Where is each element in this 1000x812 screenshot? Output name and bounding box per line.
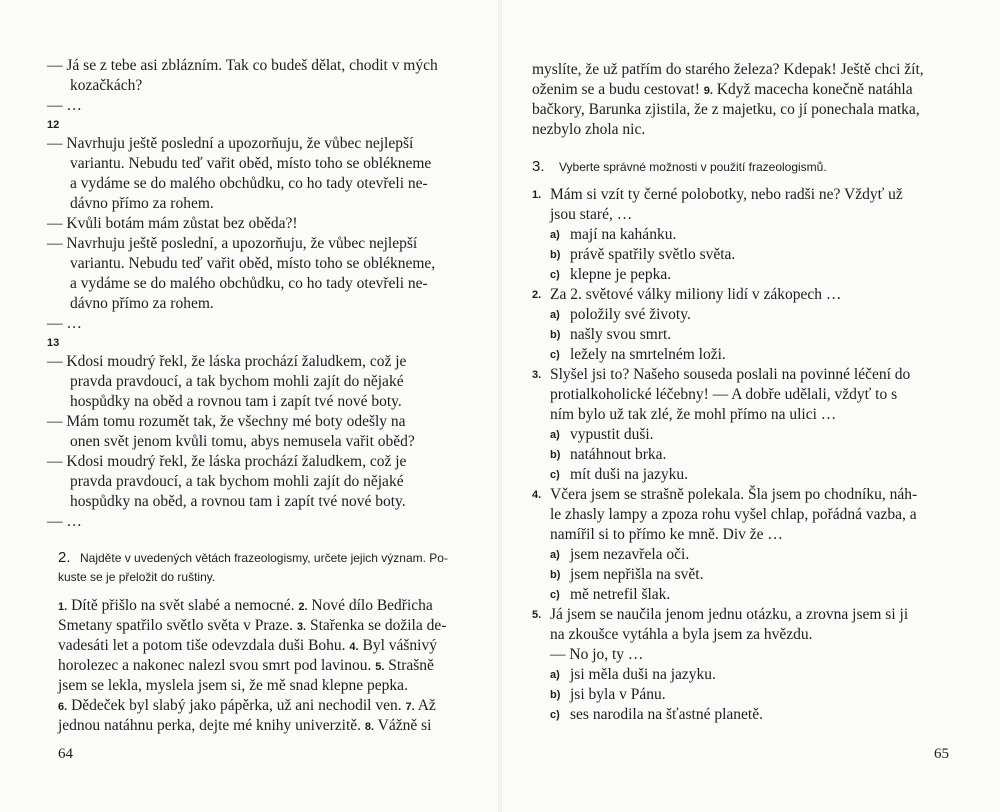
option-label: b) — [550, 689, 561, 701]
text-segment: Až — [414, 697, 436, 714]
dialog-line: — Mám tomu rozumět tak, že všechny mé boty odešly na — [47, 413, 406, 430]
text-segment: Dědeček byl slabý jako pápěrka, už ani nechodil ven. — [67, 697, 406, 714]
dialog-number-12: 12 — [47, 119, 60, 131]
dialog-number-13: 13 — [47, 337, 60, 349]
dialog-line: onen svět jenom kvůli tomu, abys nemusela vařit oběd? — [70, 433, 415, 450]
option-label: a) — [550, 549, 560, 561]
option-text: vypustit duši. — [570, 426, 654, 443]
option-label: a) — [550, 429, 560, 441]
option-label: c) — [550, 349, 560, 361]
option-text: ses narodila na šťastné planetě. — [570, 706, 763, 723]
option-label: b) — [550, 569, 561, 581]
dialog-line: a vydáme se do malého obchůdku, co ho tady otevřeli ne- — [70, 175, 428, 192]
option-text: našly svou smrt. — [570, 326, 672, 343]
dialog-line: variantu. Nebudu teď vařit oběd, místo toho se oblékneme — [70, 155, 432, 172]
option-text: mě netrefil šlak. — [570, 586, 671, 603]
dialog-line: — … — [47, 315, 82, 332]
text-segment: vadesáti let a potom tiše odevzdala duši Bohu. — [58, 637, 350, 654]
dialog-line: variantu. Nebudu teď vařit oběd, místo toho se oblékneme, — [70, 255, 436, 272]
section-instruction: Najděte v uvedených větách frazeologismy, určete jejich význam. Po- — [80, 551, 448, 565]
dialog-line: — Navrhuju ještě poslední a upozorňuju, že vůbec nejlepší — [47, 135, 414, 152]
dialog-line: — … — [47, 513, 82, 530]
option-text: jsem nezavřela oči. — [570, 546, 690, 563]
option-label: b) — [550, 249, 561, 261]
paragraph-line: myslíte, že už patřím do starého železa? Kdepak! Ještě chci žít, — [532, 61, 924, 78]
dialog-line: — Navrhuju ještě poslední, a upozorňuju, že vůbec nejlepší — [47, 235, 418, 252]
option-label: a) — [550, 309, 560, 321]
text-segment: Vážně si — [374, 717, 432, 734]
dialog-line: pravda pravdoucí, a tak bychom mohli zajít do nějaké — [70, 373, 404, 390]
option-label: c) — [550, 589, 560, 601]
dialog-line: hospůdky na oběd, a rovnou tam i zapít tvé nové boty. — [70, 493, 406, 510]
sentence-line — [58, 656, 434, 677]
option-text: položily své životy. — [570, 306, 691, 323]
question-text: jsou staré, … — [550, 206, 633, 223]
dialog-line: hospůdky na oběd a rovnou tam i zapít tvé nové boty. — [70, 393, 402, 410]
question-number: 1. — [532, 189, 542, 201]
question-number: 4. — [532, 489, 542, 501]
text-segment: Když macecha konečně natáhla — [712, 81, 913, 98]
text-segment: jsem se lekla, myslela jsem si, že mě snad klepne pepka. — [58, 677, 408, 694]
text-segment: horolezec a nakonec nalezl svou smrt pod lavinou. — [58, 657, 376, 674]
dialog-line: — … — [47, 97, 82, 114]
text-segment: Dítě přišlo na svět slabé a nemocné. — [67, 597, 299, 614]
right-page — [500, 0, 1000, 812]
option-text: ležely na smrtelném loži. — [570, 346, 726, 363]
question-number: 3. — [532, 369, 542, 381]
option-label: a) — [550, 669, 560, 681]
question-text: ním bylo už tak zlé, že mohl přímo na ulici … — [550, 406, 837, 423]
dialog-line: — Kdosi moudrý řekl, že láska prochází žaludkem, což je — [47, 453, 407, 470]
sentence-number: 4. — [349, 641, 359, 653]
paragraph-line — [532, 80, 913, 101]
dialog-line: kozačkách? — [70, 77, 143, 94]
sentence-line — [58, 676, 408, 696]
section-number: 2. — [58, 549, 71, 566]
dialog-line: pravda pravdoucí, a tak bychom mohli zajít do nějaké — [70, 473, 404, 490]
option-label: c) — [550, 269, 560, 281]
section-instruction: kuste se je přeložit do ruštiny. — [58, 570, 216, 584]
option-text: právě spatřily světlo světa. — [570, 246, 736, 263]
dialog-line: dávno přímo za rohem. — [70, 195, 214, 212]
dialog-line: a vydáme se do malého obchůdku, co ho tady otevřeli ne- — [70, 275, 428, 292]
sentence-line — [58, 696, 436, 717]
question-text: Já jsem se naučila jenom jednu otázku, a zrovna jsem si ji — [550, 606, 909, 623]
text-segment: Byl vášnivý — [358, 637, 437, 654]
question-text: le zhasly lampy a zpoza rohu vyšel chlap, pořádná vazba, a — [550, 506, 917, 523]
option-label: a) — [550, 229, 560, 241]
text-segment: oženim se a budu cestovat! — [532, 81, 704, 98]
text-segment: jednou natáhnu perka, dejte mé knihy univerzitě. — [58, 717, 365, 734]
sentence-number: 2. — [298, 601, 308, 613]
sentence-number: 6. — [58, 701, 68, 713]
page-number: 64 — [58, 746, 73, 762]
text-segment: Strašně — [384, 657, 434, 674]
question-text: protialkoholické léčebny! — A dobře udělali, vždyť to s — [550, 386, 898, 403]
option-label: c) — [550, 469, 560, 481]
sentence-number: 5. — [375, 661, 385, 673]
section-number: 3. — [532, 158, 545, 175]
sentence-number: 9. — [703, 85, 713, 97]
option-text: klepne je pepka. — [570, 266, 672, 283]
sentence-number: 8. — [364, 721, 375, 733]
page-number: 65 — [934, 746, 949, 762]
paragraph-line: nezbylo zhola nic. — [532, 121, 646, 138]
option-label: b) — [550, 449, 561, 461]
option-text: natáhnout brka. — [570, 446, 667, 463]
option-text: jsem nepřišla na svět. — [570, 566, 704, 583]
text-segment: Nové dílo Bedřicha — [307, 597, 433, 614]
sentence-number: 1. — [58, 601, 68, 613]
question-text: Mám si vzít ty černé polobotky, nebo radši ne? Vždyť už — [550, 186, 903, 203]
option-label: b) — [550, 329, 561, 341]
sentence-line — [58, 716, 431, 737]
option-label: c) — [550, 709, 560, 721]
text-segment: Smetany spatřilo světlo světa v Praze. — [58, 617, 297, 634]
question-text: Včera jsem se strašně polekala. Šla jsem po chodníku, náh- — [550, 486, 918, 503]
dialog-line: dávno přímo za rohem. — [70, 295, 214, 312]
question-text: namířil si to přímo ke mně. Div že … — [550, 526, 783, 543]
question-text: na zkoušce vytáhla a byla jsem za hvězdu. — [550, 626, 813, 643]
text-segment: Stařenka se dožila de- — [306, 617, 447, 634]
dialog-line: — Kdosi moudrý řekl, že láska prochází žaludkem, což je — [47, 353, 407, 370]
question-text: Slyšel jsi to? Našeho souseda poslali na povinné léčení do — [550, 366, 911, 383]
option-text: jsi měla duši na jazyku. — [570, 666, 716, 683]
question-number: 2. — [532, 289, 542, 301]
sentence-number: 3. — [296, 621, 307, 633]
sentence-number: 7. — [405, 701, 415, 713]
paragraph-line: bačkory, Barunka zjistila, že z majetku, co jí ponechala matka, — [532, 101, 920, 118]
dialog-line: — Kvůli botám mám zůstat bez oběda?! — [47, 215, 298, 232]
option-text: jsi byla v Pánu. — [570, 686, 666, 703]
section-instruction: Vyberte správné možnosti v použití frazeologismů. — [559, 160, 827, 174]
dialog-line: — Já se z tebe asi zblázním. Tak co budeš dělat, chodit v mých — [47, 57, 438, 74]
question-text: — No jo, ty … — [550, 646, 644, 663]
option-text: mají na kahánku. — [570, 226, 677, 243]
question-number: 5. — [532, 609, 542, 621]
question-text: Za 2. světové války miliony lidí v zákopech … — [550, 286, 842, 303]
sentence-line — [58, 636, 437, 657]
sentence-line — [58, 596, 433, 617]
sentence-line — [58, 616, 446, 637]
option-text: mít duši na jazyku. — [570, 466, 688, 483]
